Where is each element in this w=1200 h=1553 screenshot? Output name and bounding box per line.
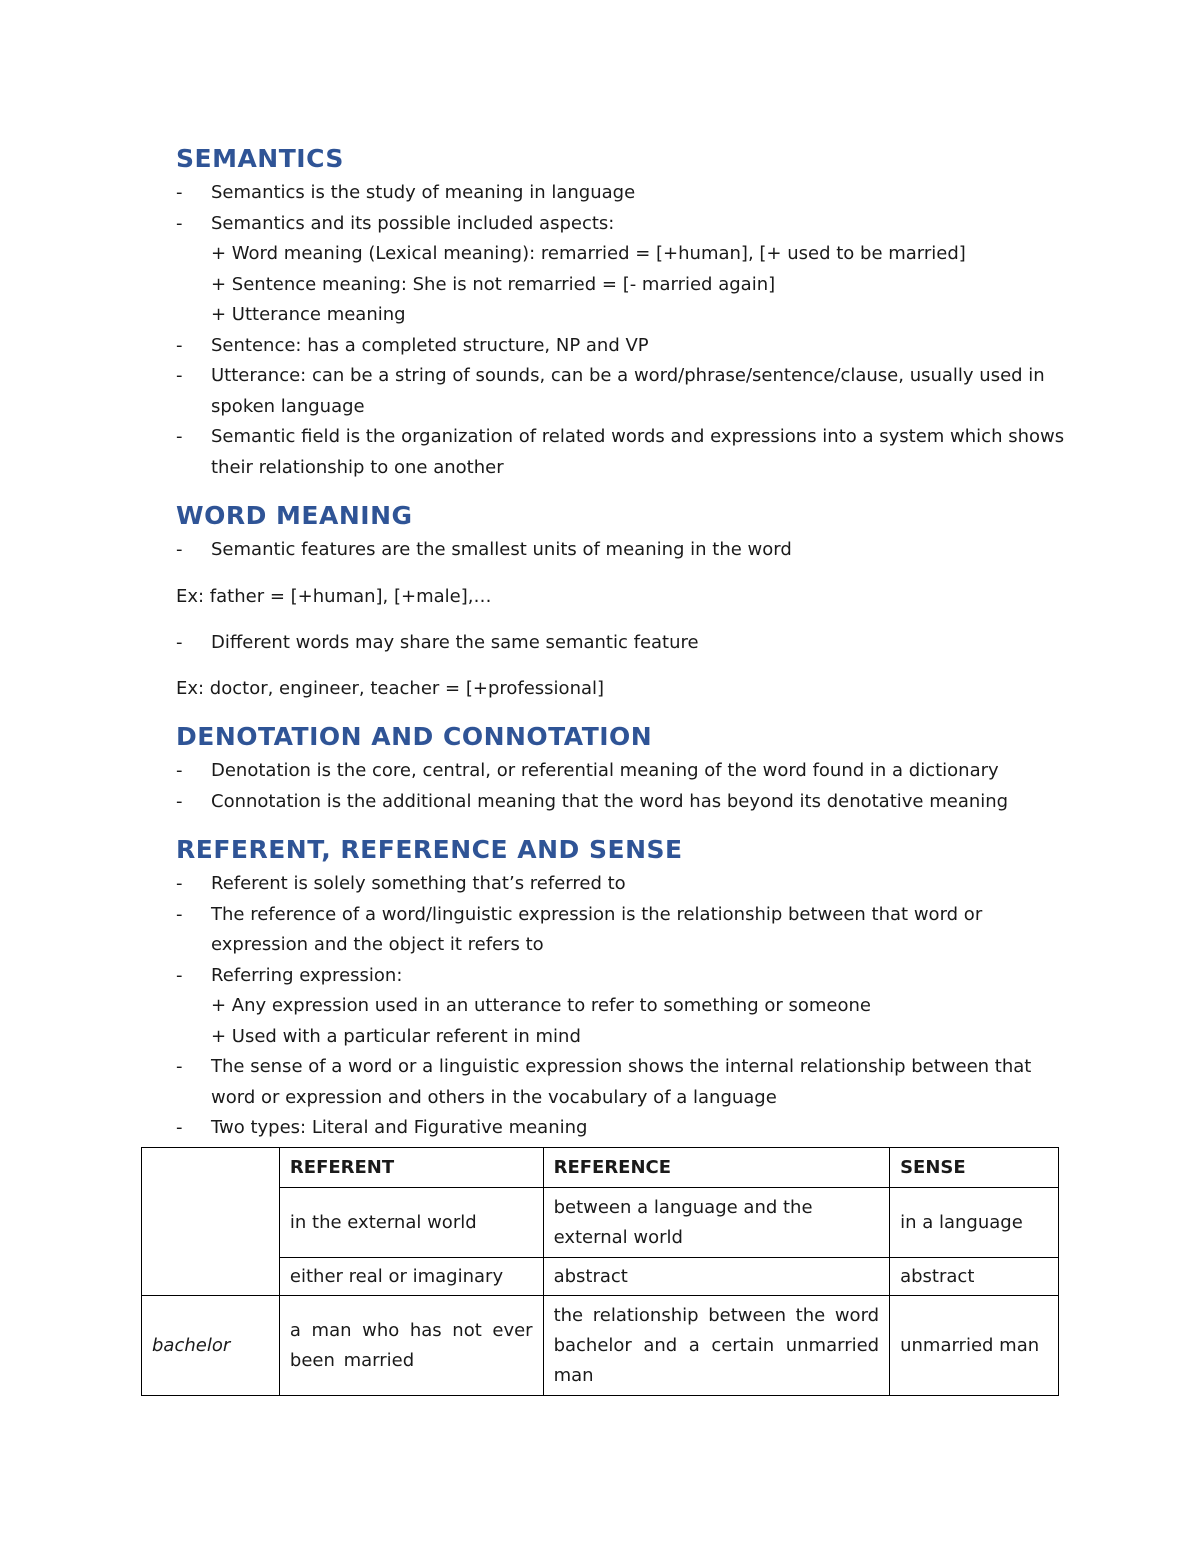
table-row (142, 1188, 1059, 1258)
table-cell: abstract (890, 1258, 1059, 1296)
list-item: - Denotation is the core, central, or referential meaning of the word found in a dictionary (176, 756, 1066, 787)
list-item: - Referent is solely something that’s referred to (176, 869, 1066, 900)
empty-corner-cell (142, 1148, 280, 1296)
sub-item: + Utterance meaning (211, 304, 406, 325)
table-cell: abstract (543, 1258, 890, 1296)
sub-item: + Any expression used in an utterance to refer to something or someone (211, 995, 871, 1016)
table-cell: unmarried man (890, 1296, 1059, 1396)
example-text: Ex: doctor, engineer, teacher = [+professional] (176, 678, 605, 699)
heading-semantics: SEMANTICS (176, 144, 344, 173)
sub-item: + Sentence meaning: She is not remarried = [- married again] (211, 273, 776, 295)
table-row (142, 1258, 1059, 1296)
table-cell: between a language and the external world (543, 1188, 890, 1258)
sub-item: + Used with a particular referent in mind (211, 1025, 581, 1047)
table-cell: in the external world (279, 1188, 543, 1258)
list-item (176, 209, 1066, 331)
list-item: - Sentence: has a completed structure, NP and VP (176, 331, 1066, 362)
heading-referent: REFERENT, REFERENCE AND SENSE (176, 835, 683, 864)
list-item: - The sense of a word or a linguistic expression shows the internal relationship between that word or expression and others in the vocabulary of a language (176, 1052, 1066, 1113)
document-page (176, 140, 1066, 1144)
list-item: - Utterance: can be a string of sounds, can be a word/phrase/sentence/clause, usually used in spoken language (176, 361, 1066, 422)
list-item: - Semantics is the study of meaning in language (176, 178, 1066, 209)
denotation-list (176, 756, 1066, 817)
list-item: - The reference of a word/linguistic expression is the relationship between that word or expression and the object it refers to (176, 900, 1066, 961)
header-cell: REFERENCE (543, 1148, 890, 1188)
header-cell: SENSE (890, 1148, 1059, 1188)
table-cell: either real or imaginary (279, 1258, 543, 1296)
list-item (176, 961, 1066, 1053)
heading-word-meaning: WORD MEANING (176, 501, 413, 530)
header-cell: REFERENT (279, 1148, 543, 1188)
word-meaning-list-2 (176, 628, 1066, 659)
table-row (142, 1296, 1059, 1396)
list-item: - Semantic field is the organization of related words and expressions into a system which shows their relationship to one another (176, 422, 1066, 483)
table-cell: the relationship between the word bachelor and a certain unmarried man (543, 1296, 890, 1396)
semantics-list (176, 178, 1066, 483)
list-item: - Two types: Literal and Figurative meaning (176, 1113, 1066, 1144)
sub-item: + Word meaning (Lexical meaning): remarried = [+human], [+ used to be married] (211, 243, 966, 264)
referent-list (176, 869, 1066, 1144)
list-item: - Different words may share the same semantic feature (176, 628, 1066, 659)
comparison-table (141, 1147, 1059, 1396)
heading-denotation: DENOTATION AND CONNOTATION (176, 722, 653, 751)
example-text: Ex: father = [+human], [+male],… (176, 585, 492, 607)
table-cell: a man who has not ever been married (279, 1296, 543, 1396)
example-word-cell: bachelor (142, 1296, 280, 1396)
list-item: - Semantic features are the smallest units of meaning in the word (176, 535, 1066, 566)
list-item: - Connotation is the additional meaning that the word has beyond its denotative meaning (176, 787, 1066, 818)
table-cell: in a language (890, 1188, 1059, 1258)
list-item-text: Semantics and its possible included aspects: (211, 212, 615, 234)
table-header-row (142, 1148, 1059, 1188)
list-item-text: Referring expression: (211, 964, 403, 986)
word-meaning-list (176, 535, 1066, 566)
